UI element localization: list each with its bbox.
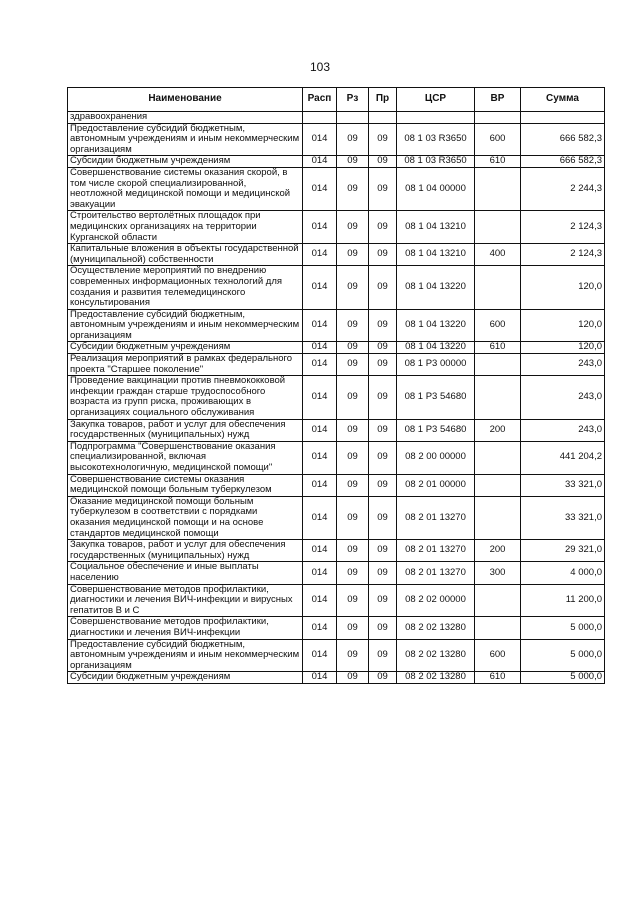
cell-vr: [475, 376, 521, 419]
table-row: [68, 540, 605, 562]
cell-sum: 243,0: [521, 376, 605, 419]
cell-rasp: 014: [303, 354, 337, 376]
cell-rz: 09: [337, 562, 369, 584]
cell-name: Субсидии бюджетным учреждениям: [68, 156, 303, 168]
table-row: [68, 211, 605, 244]
cell-name: Субсидии бюджетным учреждениям: [68, 342, 303, 354]
header-csr: ЦСР: [397, 88, 475, 112]
table-row: [68, 376, 605, 419]
cell-vr: [475, 167, 521, 210]
cell-vr: [475, 584, 521, 617]
cell-vr: 600: [475, 123, 521, 156]
cell-pr: 09: [369, 419, 397, 441]
cell-vr: 610: [475, 672, 521, 684]
cell-csr: 08 1 04 13220: [397, 309, 475, 342]
cell-sum: [521, 112, 605, 124]
header-name: Наименование: [68, 88, 303, 112]
cell-pr: 09: [369, 156, 397, 168]
cell-vr: [475, 617, 521, 639]
cell-pr: 09: [369, 342, 397, 354]
cell-sum: 5 000,0: [521, 672, 605, 684]
cell-rz: 09: [337, 354, 369, 376]
cell-pr: 09: [369, 617, 397, 639]
cell-vr: 300: [475, 562, 521, 584]
cell-rz: 09: [337, 419, 369, 441]
cell-name: Предоставление субсидий бюджетным, автономным учреждениям и иным некоммерческим организациям: [68, 123, 303, 156]
cell-vr: [475, 441, 521, 474]
cell-vr: [475, 354, 521, 376]
cell-vr: 610: [475, 342, 521, 354]
cell-rz: [337, 112, 369, 124]
cell-rz: 09: [337, 211, 369, 244]
cell-rz: 09: [337, 496, 369, 539]
table-header-row: [68, 88, 605, 112]
cell-sum: 120,0: [521, 266, 605, 309]
budget-table: [67, 87, 605, 684]
cell-rz: 09: [337, 376, 369, 419]
table-row: [68, 354, 605, 376]
cell-vr: [475, 496, 521, 539]
cell-sum: 29 321,0: [521, 540, 605, 562]
cell-rz: 09: [337, 167, 369, 210]
cell-name: Совершенствование системы оказания медицинской помощи больным туберкулезом: [68, 474, 303, 496]
cell-rasp: 014: [303, 441, 337, 474]
cell-sum: 33 321,0: [521, 496, 605, 539]
cell-name: Совершенствование методов профилактики, диагностики и лечения ВИЧ-инфекции и вирусных гепатитов В и С: [68, 584, 303, 617]
cell-csr: 08 1 04 00000: [397, 167, 475, 210]
cell-csr: 08 1 04 13210: [397, 244, 475, 266]
cell-csr: 08 2 01 00000: [397, 474, 475, 496]
cell-rasp: 014: [303, 639, 337, 672]
cell-pr: 09: [369, 474, 397, 496]
cell-sum: 243,0: [521, 419, 605, 441]
cell-rasp: 014: [303, 419, 337, 441]
cell-sum: 2 124,3: [521, 211, 605, 244]
cell-pr: 09: [369, 672, 397, 684]
table-row: [68, 441, 605, 474]
cell-sum: 666 582,3: [521, 123, 605, 156]
cell-csr: 08 1 P3 54680: [397, 419, 475, 441]
table-row: [68, 309, 605, 342]
table-row: [68, 474, 605, 496]
cell-sum: 5 000,0: [521, 617, 605, 639]
cell-name: Капитальные вложения в объекты государственной (муниципальной) собственности: [68, 244, 303, 266]
cell-rasp: 014: [303, 266, 337, 309]
cell-pr: 09: [369, 123, 397, 156]
cell-vr: [475, 474, 521, 496]
header-rz: Рз: [337, 88, 369, 112]
cell-vr: 600: [475, 639, 521, 672]
cell-rasp: 014: [303, 562, 337, 584]
cell-name: Предоставление субсидий бюджетным, автономным учреждениям и иным некоммерческим организациям: [68, 639, 303, 672]
cell-pr: 09: [369, 244, 397, 266]
header-rasp: Расп: [303, 88, 337, 112]
cell-vr: 200: [475, 419, 521, 441]
table-row: [68, 156, 605, 168]
cell-name: Реализация мероприятий в рамках федерального проекта "Старшее поколение": [68, 354, 303, 376]
cell-csr: 08 1 03 R3650: [397, 156, 475, 168]
table-body: [68, 112, 605, 684]
cell-vr: [475, 211, 521, 244]
cell-sum: 243,0: [521, 354, 605, 376]
cell-rasp: 014: [303, 309, 337, 342]
cell-sum: 120,0: [521, 342, 605, 354]
cell-rasp: [303, 112, 337, 124]
cell-pr: 09: [369, 266, 397, 309]
cell-rasp: 014: [303, 156, 337, 168]
cell-csr: 08 2 02 13280: [397, 617, 475, 639]
cell-rasp: 014: [303, 474, 337, 496]
cell-rz: 09: [337, 672, 369, 684]
cell-csr: 08 1 04 13220: [397, 266, 475, 309]
cell-rasp: 014: [303, 244, 337, 266]
cell-pr: 09: [369, 540, 397, 562]
cell-name: Осуществление мероприятий по внедрению современных информационных технологий для создания и развития телемедицинского консультирования: [68, 266, 303, 309]
cell-rz: 09: [337, 156, 369, 168]
cell-pr: 09: [369, 441, 397, 474]
cell-csr: 08 1 04 13210: [397, 211, 475, 244]
cell-sum: 11 200,0: [521, 584, 605, 617]
cell-vr: 600: [475, 309, 521, 342]
cell-sum: 33 321,0: [521, 474, 605, 496]
cell-rz: 09: [337, 617, 369, 639]
cell-name: Предоставление субсидий бюджетным, автономным учреждениям и иным некоммерческим организациям: [68, 309, 303, 342]
cell-csr: 08 2 02 13280: [397, 639, 475, 672]
cell-csr: 08 2 01 13270: [397, 496, 475, 539]
cell-csr: 08 2 01 13270: [397, 540, 475, 562]
cell-rz: 09: [337, 584, 369, 617]
cell-rz: 09: [337, 244, 369, 266]
table-row: [68, 123, 605, 156]
table-row: [68, 617, 605, 639]
cell-rasp: 014: [303, 584, 337, 617]
cell-rasp: 014: [303, 167, 337, 210]
cell-name: Проведение вакцинации против пневмококковой инфекции граждан старше трудоспособного возраста из групп риска, проживающих в организациях социального обслуживания: [68, 376, 303, 419]
cell-rasp: 014: [303, 123, 337, 156]
cell-sum: 4 000,0: [521, 562, 605, 584]
table-row: [68, 672, 605, 684]
cell-rasp: 014: [303, 496, 337, 539]
cell-pr: 09: [369, 309, 397, 342]
cell-pr: 09: [369, 354, 397, 376]
cell-csr: 08 2 02 00000: [397, 584, 475, 617]
cell-pr: 09: [369, 167, 397, 210]
cell-rasp: 014: [303, 376, 337, 419]
cell-csr: 08 1 04 13220: [397, 342, 475, 354]
table-row: [68, 496, 605, 539]
cell-sum: 2 124,3: [521, 244, 605, 266]
cell-name: Совершенствование методов профилактики, диагностики и лечения ВИЧ-инфекции: [68, 617, 303, 639]
cell-csr: 08 2 00 00000: [397, 441, 475, 474]
cell-name: Строительство вертолётных площадок при медицинских организациях на территории Курганской области: [68, 211, 303, 244]
cell-rasp: 014: [303, 672, 337, 684]
cell-pr: 09: [369, 376, 397, 419]
page-number: 103: [309, 60, 331, 74]
cell-rz: 09: [337, 266, 369, 309]
cell-pr: 09: [369, 496, 397, 539]
table-row: [68, 639, 605, 672]
cell-vr: 610: [475, 156, 521, 168]
cell-rz: 09: [337, 474, 369, 496]
cell-sum: 2 244,3: [521, 167, 605, 210]
cell-rz: 09: [337, 540, 369, 562]
header-sum: Сумма: [521, 88, 605, 112]
table-row: [68, 584, 605, 617]
table-row: [68, 112, 605, 124]
cell-name: здравоохранения: [68, 112, 303, 124]
cell-sum: 666 582,3: [521, 156, 605, 168]
cell-name: Совершенствование системы оказания скорой, в том числе скорой специализированной, неотложной медицинской помощи и медицинской эвакуации: [68, 167, 303, 210]
cell-vr: [475, 112, 521, 124]
header-pr: Пр: [369, 88, 397, 112]
table-row: [68, 342, 605, 354]
cell-csr: 08 2 01 13270: [397, 562, 475, 584]
cell-pr: [369, 112, 397, 124]
table-row: [68, 419, 605, 441]
cell-pr: 09: [369, 211, 397, 244]
cell-csr: 08 1 P3 54680: [397, 376, 475, 419]
cell-name: Закупка товаров, работ и услуг для обеспечения государственных (муниципальных) нужд: [68, 540, 303, 562]
cell-rasp: 014: [303, 540, 337, 562]
cell-rz: 09: [337, 441, 369, 474]
cell-sum: 120,0: [521, 309, 605, 342]
cell-vr: 400: [475, 244, 521, 266]
cell-rz: 09: [337, 639, 369, 672]
table-row: [68, 562, 605, 584]
header-vr: ВР: [475, 88, 521, 112]
table-row: [68, 266, 605, 309]
cell-rasp: 014: [303, 211, 337, 244]
cell-name: Оказание медицинской помощи больным туберкулезом в соответствии с порядками оказания медицинской помощи и на основе стандартов медицинской помощи: [68, 496, 303, 539]
cell-csr: 08 2 02 13280: [397, 672, 475, 684]
cell-rasp: 014: [303, 342, 337, 354]
cell-vr: [475, 266, 521, 309]
cell-name: Закупка товаров, работ и услуг для обеспечения государственных (муниципальных) нужд: [68, 419, 303, 441]
table-row: [68, 244, 605, 266]
cell-pr: 09: [369, 584, 397, 617]
cell-csr: 08 1 03 R3650: [397, 123, 475, 156]
cell-name: Социальное обеспечение и иные выплаты населению: [68, 562, 303, 584]
table-row: [68, 167, 605, 210]
cell-name: Подпрограмма "Совершенствование оказания специализированной, включая высокотехнологичную, медицинской помощи": [68, 441, 303, 474]
cell-rasp: 014: [303, 617, 337, 639]
cell-sum: 5 000,0: [521, 639, 605, 672]
cell-rz: 09: [337, 309, 369, 342]
cell-csr: [397, 112, 475, 124]
cell-pr: 09: [369, 639, 397, 672]
cell-rz: 09: [337, 123, 369, 156]
cell-vr: 200: [475, 540, 521, 562]
cell-csr: 08 1 P3 00000: [397, 354, 475, 376]
cell-sum: 441 204,2: [521, 441, 605, 474]
cell-pr: 09: [369, 562, 397, 584]
cell-rz: 09: [337, 342, 369, 354]
cell-name: Субсидии бюджетным учреждениям: [68, 672, 303, 684]
